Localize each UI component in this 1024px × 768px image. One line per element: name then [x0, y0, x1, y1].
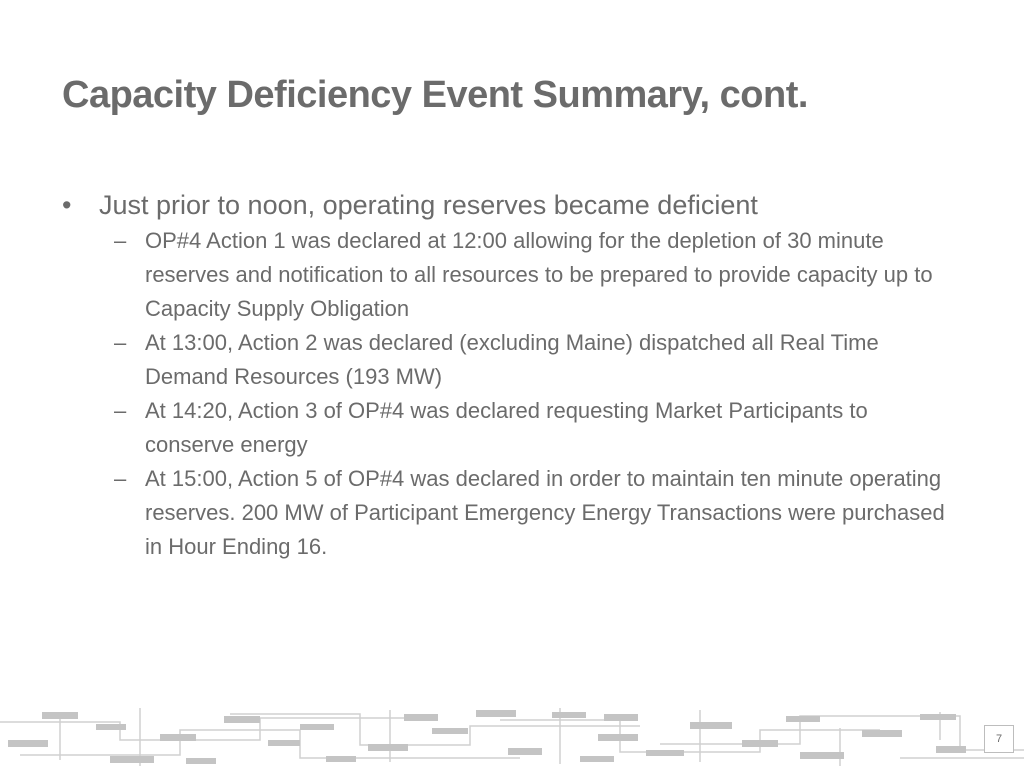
slide-title: Capacity Deficiency Event Summary, cont. [62, 74, 808, 116]
dash-icon: – [114, 228, 127, 253]
sub-bullet-item [108, 326, 945, 394]
page-number: 7 [984, 725, 1014, 753]
sub-bullet-text: At 14:20, Action 3 of OP#4 was declared requesting Market Participants to conserve energy [145, 398, 868, 457]
bullet-item [62, 188, 962, 222]
bullet-text: Just prior to noon, operating reserves became deficient [99, 190, 758, 220]
dash-icon: – [114, 330, 127, 355]
sub-bullet-text: At 13:00, Action 2 was declared (excluding Maine) dispatched all Real Time Demand Resources (193 MW) [145, 330, 879, 389]
sub-bullet-text: At 15:00, Action 5 of OP#4 was declared in order to maintain ten minute operating reserves. 200 MW of Participant Emergency Energy Transactions were purchased in Hour Ending 16. [145, 466, 945, 559]
sub-bullet-item [108, 394, 945, 462]
dash-icon: – [114, 466, 127, 491]
circuit-footer-decoration [0, 700, 1024, 768]
sub-bullet-item [108, 462, 945, 564]
sub-bullet-item [108, 224, 945, 326]
sub-bullet-list [62, 224, 962, 564]
slide-content [62, 188, 962, 564]
bullet-icon: • [62, 190, 72, 220]
dash-icon: – [114, 398, 127, 423]
sub-bullet-text: OP#4 Action 1 was declared at 12:00 allowing for the depletion of 30 minute reserves and notification to all resources to be prepared to provide capacity up to Capacity Supply Obligation [145, 228, 933, 321]
